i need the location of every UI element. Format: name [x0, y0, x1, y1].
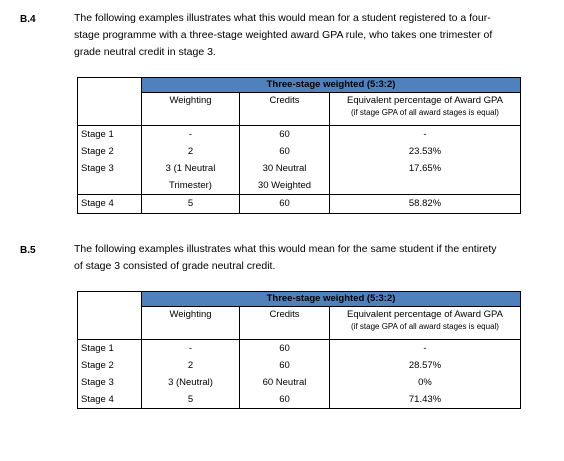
percentage-column: [330, 126, 521, 195]
weighting-table: [77, 291, 521, 409]
weighting-value: 5: [142, 195, 240, 214]
credits-value: 60: [279, 129, 290, 140]
percentage-value: 71.43%: [408, 394, 442, 405]
stage-label: Stage 3: [81, 377, 114, 388]
weighting-column: [142, 340, 240, 409]
percentage-value: 0%: [418, 377, 432, 388]
percentage-value: 58.82%: [330, 195, 521, 214]
weighting-column: [142, 126, 240, 195]
credits-value: 60 Neutral: [262, 377, 307, 388]
stage-label: Stage 4: [78, 195, 142, 214]
credits-value: 60: [279, 146, 290, 157]
weighting-value: Trimester): [169, 180, 212, 191]
table-title: Three-stage weighted (5:3:2): [142, 78, 521, 93]
column-header-note: (if stage GPA of all award stages is equal): [351, 108, 499, 117]
stage-label: Stage 1: [81, 343, 114, 354]
column-header-percentage: [330, 307, 521, 340]
paragraph-line: stage programme with a three-stage weighted award GPA rule, who takes one trimester of: [74, 29, 493, 41]
credits-column: [240, 340, 330, 409]
credits-column: [240, 126, 330, 195]
percentage-column: [330, 340, 521, 409]
percentage-value: -: [423, 129, 427, 140]
table-corner: [78, 93, 142, 126]
percentage-value: 28.57%: [408, 360, 442, 371]
credits-value: 60: [279, 343, 290, 354]
column-header-note: (if stage GPA of all award stages is equal): [351, 322, 499, 331]
section-number: B.4: [20, 14, 36, 25]
paragraph-line: grade neutral credit in stage 3.: [74, 46, 216, 58]
credits-value: 30 Neutral: [262, 163, 307, 174]
stage-label: Stage 4: [81, 394, 114, 405]
table-row: [78, 195, 521, 214]
column-header-percentage: [330, 93, 521, 126]
stage-label: Stage 2: [81, 360, 114, 371]
percentage-value: 17.65%: [408, 163, 442, 174]
section-paragraph: [74, 241, 544, 275]
credits-value: 60: [279, 394, 290, 405]
stage-column: [78, 340, 142, 409]
column-header-credits: Credits: [240, 307, 330, 340]
percentage-value: 23.53%: [408, 146, 442, 157]
column-header-label: Equivalent percentage of Award GPA: [347, 309, 503, 320]
paragraph-line: The following examples illustrates what this would mean for the same student if the entirety: [74, 243, 497, 255]
credits-value: 60: [279, 360, 290, 371]
weighting-value: 3 (1 Neutral: [165, 163, 216, 174]
weighting-value: 5: [187, 394, 194, 405]
weighting-value: 3 (Neutral): [168, 377, 213, 388]
weighting-table: [77, 77, 521, 214]
table-title: Three-stage weighted (5:3:2): [142, 292, 521, 307]
weighting-value: 2: [187, 146, 194, 157]
paragraph-line: The following examples illustrates what this would mean for a student registered to a four-: [74, 12, 491, 24]
weighting-value: -: [188, 129, 193, 140]
section-paragraph: [74, 10, 544, 61]
percentage-value: -: [423, 343, 427, 354]
table-corner: [78, 307, 142, 340]
table-corner: [78, 78, 142, 93]
column-header-label: Equivalent percentage of Award GPA: [347, 95, 503, 106]
credits-value: 30 Weighted: [257, 180, 312, 191]
stage-column: [78, 126, 142, 195]
stage-label: Stage 3: [81, 163, 114, 174]
weighting-value: -: [188, 343, 193, 354]
stage-label: Stage 1: [81, 129, 114, 140]
paragraph-line: of stage 3 consisted of grade neutral credit.: [74, 260, 276, 272]
column-header-credits: Credits: [240, 93, 330, 126]
column-header-weighting: Weighting: [142, 307, 240, 340]
stage-label: Stage 2: [81, 146, 114, 157]
column-header-weighting: Weighting: [142, 93, 240, 126]
section-number: B.5: [20, 245, 36, 256]
weighting-value: 2: [187, 360, 194, 371]
credits-value: 60: [240, 195, 330, 214]
table-corner: [78, 292, 142, 307]
